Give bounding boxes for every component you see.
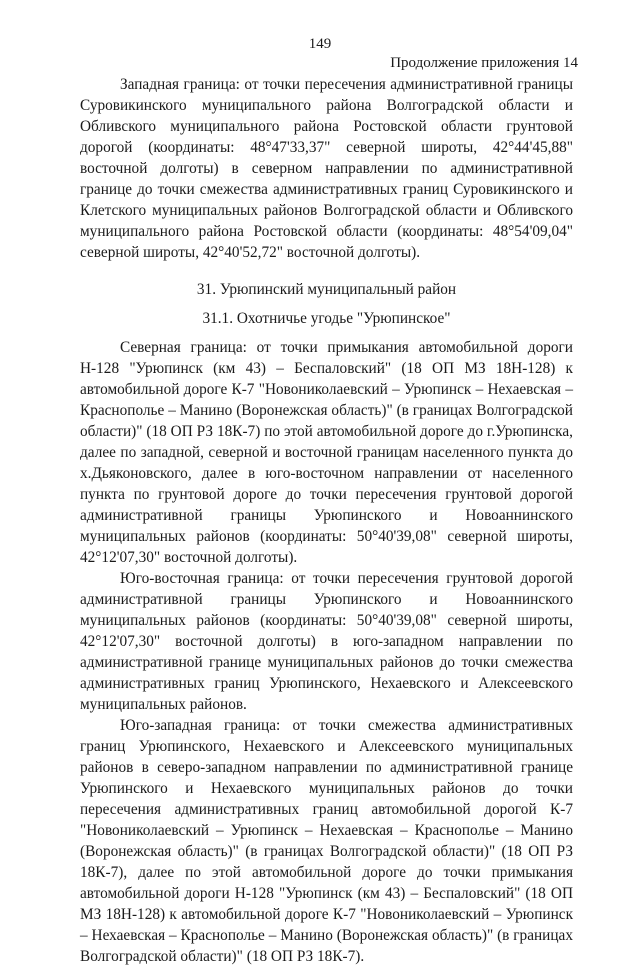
document-body (80, 74, 573, 967)
section-heading-district: 31. Урюпинский муниципальный район (196, 281, 457, 298)
appendix-continuation-label: Продолжение приложения 14 (390, 55, 578, 71)
paragraph-southeast-boundary: Юго-восточная граница: от точки пересечения грунтовой дорогой административной границы Урюпинского и Новоаннинского муниципальных районов (координаты: 50°40'39,08" северной широты, 42°12'07,30" восточной долготы) в юго-западном направлении по административной границе муниципальных районов до точки смежества административных границ Урюпинского, Нехаевского и Алексеевского муниципальных районов. (80, 570, 573, 713)
paragraph-west-boundary: Западная граница: от точки пересечения административной границы Суровикинского муниципального района Волгоградской области и Обливского муниципального района Ростовской области грунтовой дорогой (координаты: 48°47'33,37" северной широты, 42°44'45,88" восточной долготы) в северном направлении по административной границе до точки смежества административных границ Суровикинского и Клетского муниципальных районов Волгоградской области и Обливского муниципального района Ростовской области (координаты: 48°54'09,04" северной широты, 42°40'52,72" восточной долготы). (80, 76, 573, 261)
paragraph-southwest-boundary: Юго-западная граница: от точки смежества административных границ Урюпинского, Нехаевского и Алексеевского муниципальных районов в северо-западном направлении по административной границе Урюпинского и Нехаевского муниципальных районов до точки пересечения административных границ автомобильной дорогой К-7 "Новониколаевский – Урюпинск – Нехаевская – Краснополье – Манино (Воронежская область)" (в границах Волгоградской области)" (18 ОП РЗ 18К-7), далее по этой автомобильной дороге до точки примыкания автомобильной дороги Н-128 "Урюпинск (км 43) – Беспаловский" (18 ОП МЗ 18Н-128) к автомобильной дороге К-7 "Новониколаевский – Урюпинск – Нехаевская – Краснополье – Манино (Воронежская область)" (в границах Волгоградской области)" (18 ОП РЗ 18К-7). (80, 717, 573, 965)
section-heading-hunting-ground: 31.1. Охотничье угодье "Урюпинское" (202, 310, 451, 327)
page-number: 149 (308, 36, 332, 52)
paragraph-north-boundary: Северная граница: от точки примыкания автомобильной дороги Н-128 "Урюпинск (км 43) – Беспаловский" (18 ОП МЗ 18Н-128) к автомобильной дороге К-7 "Новониколаевский – Урюпинск – Нехаевская – Краснополье – Манино (Воронежская область)" (в границах Волгоградской области)" (18 ОП РЗ 18К-7) по этой автомобильной дороге до г.Урюпинска, далее по западной, северной и восточной границам населенного пункта до х.Дьяконовского, далее в юго-восточном направлении от населенного пункта по грунтовой дороге до точки пересечения грунтовой дорогой административной границы Урюпинского и Новоаннинского муниципальных районов (координаты: 50°40'39,08" северной широты, 42°12'07,30" восточной долготы). (80, 339, 573, 566)
